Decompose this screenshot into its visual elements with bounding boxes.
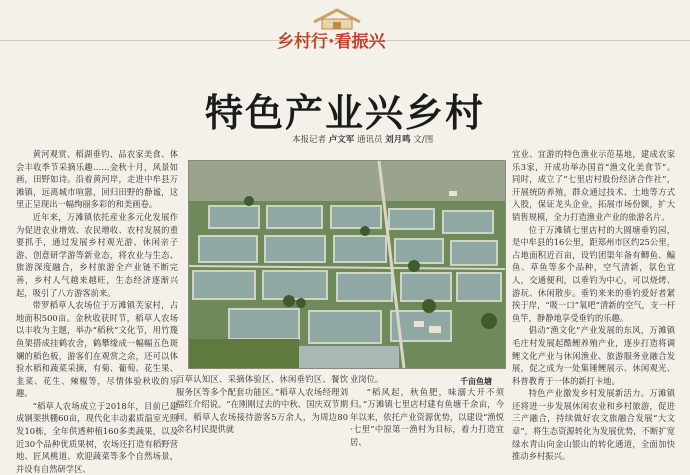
column-header xyxy=(0,0,690,62)
paragraph: 倡动“渔文化”产业发展的东风，万滩镇毛庄村发展起酷鲤养殖产业，逐步打造将调鲤文化产业与休闲渔业、旅游服务业融合发展，促之成为一处集锤鲤展示、休闲观光、科普教育于一体的新打卡地。 xyxy=(512,325,675,386)
paragraph: 百草认知区、采摘体验区、休闲垂钓区、餐饮服务区等多个配套功能区。”稻草人农场经理刘福红介绍说。“在刚刚过去的中秋、国庆双节期间，稻草人农场接待游客5万余人，为周边80余名村民提供就 xyxy=(176,374,348,435)
column-logo xyxy=(265,5,415,60)
byline-suffix: 文/图 xyxy=(413,135,434,145)
byline-prefix: 本报记者 xyxy=(292,135,327,145)
paragraph: 带罗稻草人农场位于万滩镇芙家村，占地面积500亩。金秋收获时节，稻草人农场以丰收为主题，举办“稻秋”文化节，用竹篾鱼架搭成挂鹤农舍，鹤攀缘成一幅幅五色斑斓的稻色板，游客们在观赏之余，还可以体验水稻和蔬菜采摘，有菊、葡萄、花生果、韭菜、花生、辣椒等，尽情体验秋收的乐趣。 xyxy=(16,300,178,399)
article-column-2 xyxy=(176,373,348,436)
article-column-3 xyxy=(350,373,504,449)
byline-correspondent: 刘月鸣 xyxy=(385,135,411,145)
paragraph: “稻风起，秋鱼肥，味溺大开不须归。”万滩镇七里店村建有鱼塘千余亩，今年以来，依托产业资源优势，以建设“渔悦·七里”中原第一渔村为目标，着力打造宜居、 xyxy=(350,386,504,447)
paragraph: 特色产业激发乡村发展新活力。万滩镇还将进一步发展休闲农业和乡村旅游，促进三产融合，持续做好农文旅融合发展“大文章”，将生态资源转化为发展优势，不断扩宽绿水青山向金山银山的转化通道，全面加快推动乡村振兴。 xyxy=(512,388,675,462)
column-title xyxy=(277,27,385,52)
article-column-1 xyxy=(16,148,178,475)
byline xyxy=(292,133,433,145)
aerial-fishpond-photo xyxy=(188,160,506,369)
paragraph: 宜业、宜游的特色渔业示范基地，建成农家乐3家，开成功举办国首“渔文化美食节”。同时，成立了“七里店村股份经济合作社”，开展统防养殖，群众通过技术、土地等方式入股，保证龙头企业，拓展市场份额，扩大销售规模，全力打造渔业产业的旅游名片。 xyxy=(512,149,675,222)
column-title-sep: · xyxy=(328,32,335,52)
byline-reporter: 卢文军 xyxy=(328,135,355,145)
paragraph: 业岗位。 xyxy=(350,374,384,384)
byline-mid: 通讯员 xyxy=(356,135,383,145)
column-title-right: 看振兴 xyxy=(334,32,386,52)
photo-caption: 千亩鱼塘 xyxy=(460,377,492,386)
article-column-4 xyxy=(512,148,675,463)
fishpond-illustration xyxy=(189,161,505,368)
paragraph: “稻草人农场成立于2018年，目前已建成钢架拱棚60亩，现代化丰动素质温室光照发10栋，全年供透种植160多类蔬果，以及近30个品种优质果树，农场还打造有稻野营地、匠风桃道、欢迎蔬菜等多个自然场景，并设有自然研学区、 xyxy=(16,400,178,474)
paragraph: 位于万滩镇七里店村的大圆塘垂钓园，是中牟县的16公里，距郑州市区约25公里，占地面积近百亩，设钓团渠年备有鲫鱼、鳊鱼、草鱼等多个品种，空气清新，氛色宜人，交通便利，以垂钓为中心，可以烧烤、游玩、休闲散步。垂钓来来的垂钓爱好者紧挨于岸，“吸一口”氧吧“清新的空气，支一杆鱼竿，静静地享受垂钓的乐趣。 xyxy=(512,224,675,323)
paragraph: 黄河观赏、稻湖垂钓、品农家美食、体会丰收季节采摘乐趣……金秋十月，风景如画，田野如诗。沿着黄河岸，走进中牟县万滩镇，远离城市喧嚣，回归田野的静谧，这里正呈现出一幅绚丽多彩的和美画卷。 xyxy=(16,149,178,210)
headline: 特色产业兴乡村 xyxy=(204,91,485,135)
paragraph: 近年来，万滩镇依托産业多元化发展作为促进农业增效、农民增收、农村发展的重要抓手，通过发展乡村观光游、休闲亲子游、创意研学游等新业态，将农业与生态、旅游深度融合，乡村旅游全产业链不断完善，乡村人气越来越旺，生态经济逐渐兴起，吸引了八方游客前来。 xyxy=(16,211,178,298)
column-title-left: 乡村行 xyxy=(277,32,328,52)
